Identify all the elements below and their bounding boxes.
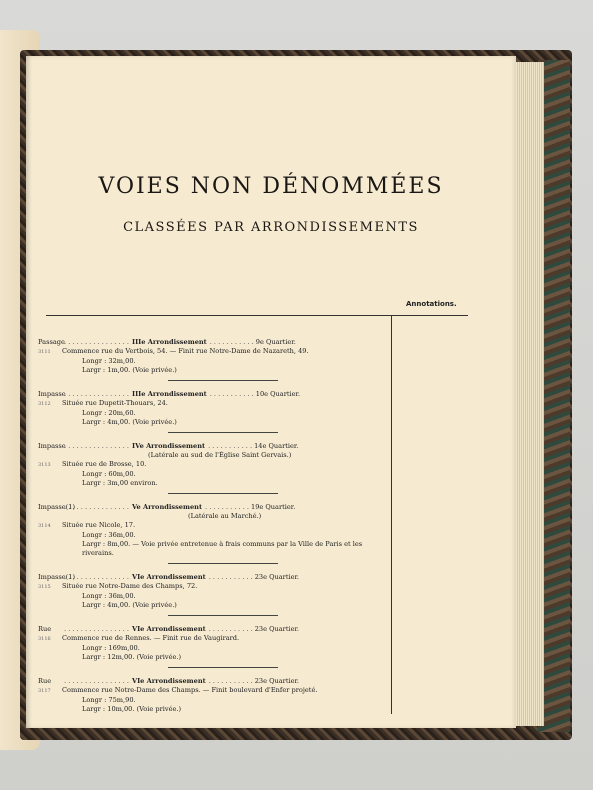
- entry-number: 3117: [38, 688, 51, 694]
- entry-arrondissement: IIIe Arrondissement: [131, 390, 207, 398]
- entry-quartier: 9e Quartier.: [255, 338, 296, 346]
- entry-length: Longr : 169m,00.: [82, 644, 140, 652]
- separator: [168, 615, 278, 616]
- entry-quartier: 19e Quartier.: [251, 503, 296, 511]
- header-rule: [46, 315, 468, 316]
- leader-dots: . . . . . . . . . . .: [208, 677, 253, 685]
- entry-number: 3115: [38, 584, 51, 590]
- page-title: VOIES NON DÉNOMMÉES: [98, 174, 444, 199]
- gutter-shadow: [26, 56, 32, 728]
- annotations-label: Annotations.: [406, 300, 457, 308]
- entry-location: Située rue Dupetit-Thouars, 24.: [62, 399, 168, 407]
- entry-number: 3112: [38, 401, 51, 407]
- entry-location: Située rue de Brosse, 10.: [62, 460, 147, 468]
- entry-type: Rue: [38, 625, 52, 633]
- leader-dots: . . . . . . . . . . .: [208, 573, 253, 581]
- separator: [168, 563, 278, 564]
- entry-arrondissement: VIe Arrondissement: [131, 573, 206, 581]
- entry-arrondissement: IIIe Arrondissement: [131, 338, 207, 346]
- leader-dots: . . . . . . . . . . . . . . . .: [64, 503, 129, 511]
- entry-width: Largr : 8m,00. — Voie privée entretenue à frais communs par la Ville de Paris et les riverains.: [82, 540, 363, 557]
- entry-arrondissement: VIe Arrondissement: [131, 625, 206, 633]
- entry-note: (Latérale au sud de l'Église Saint Gervais.): [148, 451, 292, 459]
- entry-location: Située rue Nicole, 17.: [62, 521, 136, 529]
- separator: [168, 493, 278, 494]
- entry-width: Largr : 1m,00. (Voie privée.): [82, 366, 177, 374]
- entry-type: Rue: [38, 677, 52, 685]
- entry-location: Commence rue de Rennes. — Finit rue de Vaugirard.: [62, 634, 240, 642]
- entry-location: Commence rue Notre-Dame des Champs. — Finit boulevard d'Enfer projeté.: [62, 686, 318, 694]
- entry-note: (Latérale au Marché.): [188, 512, 262, 520]
- list-item: [38, 573, 388, 616]
- leader-dots: . . . . . . . . . . . . . . . .: [64, 442, 129, 450]
- leader-dots: . . . . . . . . . . .: [208, 625, 253, 633]
- entry-number: 3113: [38, 462, 51, 468]
- leader-dots: . . . . . . . . . . .: [209, 338, 254, 346]
- leader-dots: . . . . . . . . . . . . . . . .: [64, 390, 129, 398]
- entry-quartier: 23e Quartier.: [254, 677, 300, 685]
- entry-width: Largr : 4m,00. (Voie privée.): [82, 601, 177, 609]
- leader-dots: . . . . . . . . . . . . . . . .: [64, 677, 129, 685]
- entry-length: Longr : 60m,00.: [82, 470, 136, 478]
- entry-quartier: 14e Quartier.: [254, 442, 299, 450]
- separator: [168, 432, 278, 433]
- list-item: [38, 677, 388, 714]
- entry-number: 3116: [38, 636, 51, 642]
- leader-dots: . . . . . . . . . . .: [209, 390, 254, 398]
- list-item: [38, 442, 388, 494]
- entry-type: Impasse: [38, 390, 66, 398]
- entry-type: Impasse: [38, 442, 66, 450]
- leader-dots: . . . . . . . . . . . . . . . .: [64, 338, 129, 346]
- entry-arrondissement: VIe Arrondissement: [131, 677, 206, 685]
- book-page: [26, 56, 516, 728]
- entry-number: 3114: [38, 523, 51, 529]
- entry-type: Impasse(1): [38, 503, 76, 511]
- entry-length: Longr : 20m,60.: [82, 409, 136, 417]
- entry-location: Située rue Notre-Dame des Champs, 72.: [62, 582, 198, 590]
- entry-length: Longr : 32m,00.: [82, 357, 136, 365]
- list-item: [38, 625, 388, 668]
- list-item: [38, 390, 388, 433]
- entry-location: Commence rue du Vertbois, 54. — Finit rue Notre-Dame de Nazareth, 49.: [62, 347, 309, 355]
- entries-list: [38, 338, 388, 723]
- list-item: [38, 503, 388, 564]
- entry-length: Longr : 36m,00.: [82, 531, 136, 539]
- entry-type: Impasse(1): [38, 573, 76, 581]
- entry-length: Longr : 36m,00.: [82, 592, 136, 600]
- list-item: [38, 338, 388, 381]
- entry-arrondissement: IVe Arrondissement: [131, 442, 206, 450]
- annotations-column-rule: [391, 316, 392, 714]
- entry-quartier: 23e Quartier.: [254, 625, 300, 633]
- entry-width: Largr : 10m,00. (Voie privée.): [82, 705, 182, 713]
- leader-dots: . . . . . . . . . . . . . . . .: [64, 625, 129, 633]
- entry-arrondissement: Ve Arrondissement: [131, 503, 202, 511]
- entry-width: Largr : 4m,00. (Voie privée.): [82, 418, 177, 426]
- page-subtitle: CLASSÉES PAR ARRONDISSEMENTS: [123, 220, 419, 235]
- entry-quartier: 23e Quartier.: [254, 573, 300, 581]
- entry-number: 3111: [38, 349, 51, 355]
- entry-length: Longr : 75m,90.: [82, 696, 136, 704]
- leader-dots: . . . . . . . . . . .: [205, 503, 250, 511]
- separator: [168, 667, 278, 668]
- entry-width: Largr : 3m,00 environ.: [82, 479, 158, 487]
- leader-dots: . . . . . . . . . . . . . . . .: [64, 573, 129, 581]
- separator: [168, 380, 278, 381]
- leader-dots: . . . . . . . . . . .: [208, 442, 253, 450]
- entry-type: Passage: [38, 338, 65, 346]
- entry-quartier: 10e Quartier.: [255, 390, 301, 398]
- entry-width: Largr : 12m,00. (Voie privée.): [82, 653, 182, 661]
